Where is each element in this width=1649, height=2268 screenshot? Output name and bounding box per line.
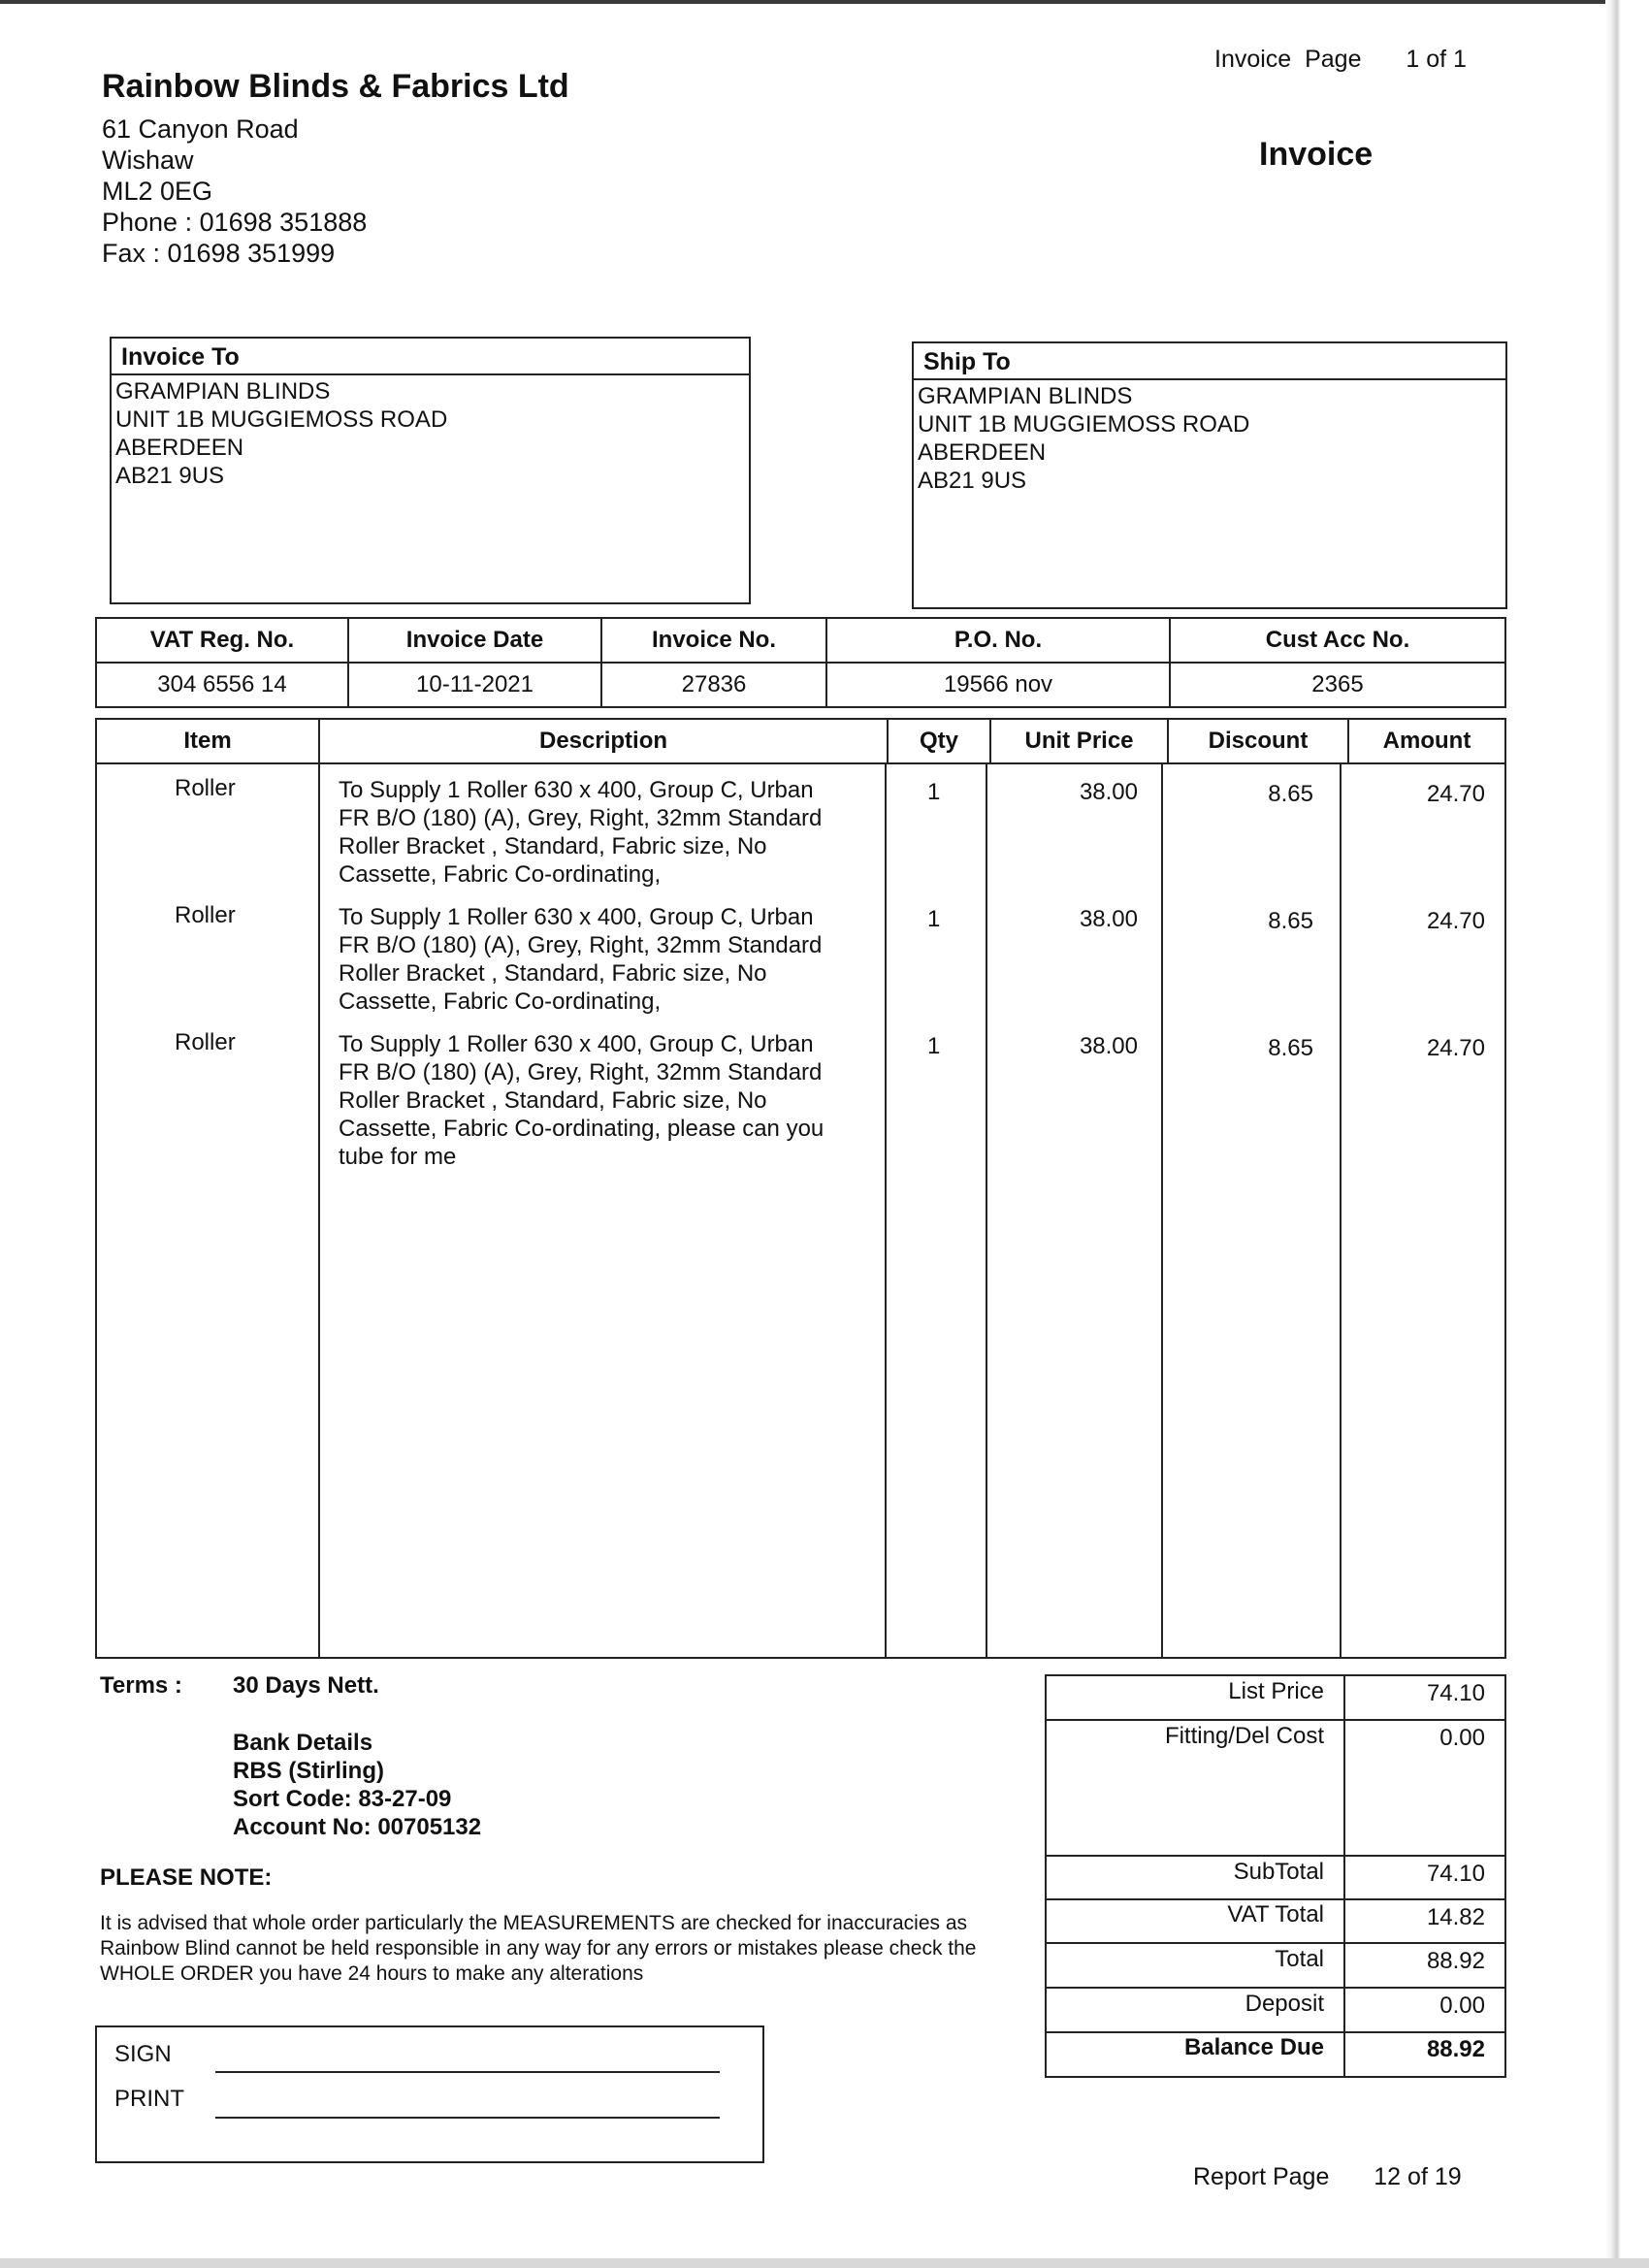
description-line: Roller Bracket , Standard, Fabric size, No xyxy=(339,960,767,987)
item-amount: 24.70 xyxy=(1426,781,1485,807)
address-line: UNIT 1B MUGGIEMOSS ROAD xyxy=(918,411,1250,437)
ship-to-box xyxy=(912,341,1507,609)
report-page-value: 12 of 19 xyxy=(1374,2163,1462,2190)
document-title: Invoice xyxy=(1259,136,1374,173)
company-address-line: ML2 0EG xyxy=(102,177,213,206)
description-line: Cassette, Fabric Co-ordinating, xyxy=(339,861,662,888)
item-name: Roller xyxy=(175,775,236,801)
balance-due-value: 88.92 xyxy=(1426,2036,1485,2062)
balance-due-label: Balance Due xyxy=(1183,2034,1324,2060)
ship-to-label: Ship To xyxy=(914,343,1505,380)
address-line: ABERDEEN xyxy=(918,439,1047,466)
company-address-line: Wishaw xyxy=(102,146,194,175)
address-line: UNIT 1B MUGGIEMOSS ROAD xyxy=(115,406,448,433)
description-column-header: Description xyxy=(319,719,888,763)
item-name: Roller xyxy=(175,1029,236,1055)
discount-column-header: Discount xyxy=(1168,719,1348,763)
signature-box xyxy=(95,2025,764,2163)
qty-column-header: Qty xyxy=(888,719,990,763)
description-line: To Supply 1 Roller 630 x 400, Group C, Urban xyxy=(339,777,814,803)
invoice-no-header: Invoice No. xyxy=(601,618,826,663)
print-line xyxy=(215,2117,720,2119)
company-fax: Fax : 01698 351999 xyxy=(102,239,336,268)
total-label: Total xyxy=(1275,1946,1324,1972)
deposit-value: 0.00 xyxy=(1439,1993,1485,2019)
unit-price-column-header: Unit Price xyxy=(990,719,1168,763)
note-heading: PLEASE NOTE: xyxy=(100,1864,273,1891)
bank-name: RBS (Stirling) xyxy=(233,1758,384,1784)
item-description xyxy=(339,903,882,1016)
description-line: FR B/O (180) (A), Grey, Right, 32mm Standard xyxy=(339,805,823,831)
vat-reg-value: 304 6556 14 xyxy=(96,663,348,707)
description-line: Cassette, Fabric Co-ordinating, xyxy=(339,988,662,1015)
subtotal-label: SubTotal xyxy=(1233,1859,1324,1885)
item-amount: 24.70 xyxy=(1426,1035,1485,1061)
terms-label: Terms : xyxy=(100,1672,182,1699)
sort-code: Sort Code: 83-27-09 xyxy=(233,1786,452,1812)
ship-to-address xyxy=(914,380,1505,495)
description-line: FR B/O (180) (A), Grey, Right, 32mm Standard xyxy=(339,932,823,958)
sign-label: SIGN xyxy=(114,2041,172,2067)
invoice-page-label: Invoice Page xyxy=(1214,46,1362,73)
item-description xyxy=(339,1030,882,1171)
total-value: 88.92 xyxy=(1426,1948,1485,1974)
list-price-value: 74.10 xyxy=(1426,1680,1485,1706)
totals-box xyxy=(1045,1674,1506,2078)
invoice-no-value: 27836 xyxy=(601,663,826,707)
item-qty: 1 xyxy=(927,906,941,932)
items-table-header xyxy=(95,718,1506,764)
cust-acc-header: Cust Acc No. xyxy=(1170,618,1505,663)
po-no-header: P.O. No. xyxy=(826,618,1170,663)
scan-edge-right xyxy=(1605,0,1649,2268)
invoice-page-value: 1 of 1 xyxy=(1406,46,1467,73)
address-line: AB21 9US xyxy=(918,468,1027,494)
address-line: AB21 9US xyxy=(115,463,225,489)
invoice-date-header: Invoice Date xyxy=(348,618,601,663)
deposit-label: Deposit xyxy=(1245,1991,1324,2017)
description-line: Roller Bracket , Standard, Fabric size, No xyxy=(339,1087,767,1114)
item-amount: 24.70 xyxy=(1426,908,1485,934)
vat-total-label: VAT Total xyxy=(1227,1901,1324,1928)
invoice-page-indicator xyxy=(1214,46,1467,74)
description-line: Cassette, Fabric Co-ordinating, please can you xyxy=(339,1116,824,1142)
invoice-to-box xyxy=(110,337,751,604)
item-unit-price: 38.00 xyxy=(1079,906,1138,932)
po-no-value: 19566 nov xyxy=(826,663,1170,707)
item-qty: 1 xyxy=(927,779,941,805)
amount-column-header: Amount xyxy=(1348,719,1505,763)
description-line: FR B/O (180) (A), Grey, Right, 32mm Standard xyxy=(339,1059,823,1085)
report-page-label: Report Page xyxy=(1193,2163,1330,2190)
company-phone: Phone : 01698 351888 xyxy=(102,208,368,237)
address-line: GRAMPIAN BLINDS xyxy=(918,383,1133,409)
scan-edge-top xyxy=(0,0,1649,4)
invoice-to-label: Invoice To xyxy=(112,339,749,375)
bank-details-heading: Bank Details xyxy=(233,1730,373,1756)
item-discount: 8.65 xyxy=(1268,908,1313,934)
address-line: ABERDEEN xyxy=(115,435,244,461)
description-line: Roller Bracket , Standard, Fabric size, No xyxy=(339,833,767,859)
company-address-line: 61 Canyon Road xyxy=(102,114,299,144)
sign-line xyxy=(215,2071,720,2073)
scan-edge-bottom xyxy=(0,2258,1649,2268)
address-line: GRAMPIAN BLINDS xyxy=(115,378,331,405)
item-discount: 8.65 xyxy=(1268,1035,1313,1061)
report-page-indicator xyxy=(1193,2163,1462,2191)
item-column-header: Item xyxy=(96,719,319,763)
terms-value: 30 Days Nett. xyxy=(233,1672,379,1699)
vat-reg-header: VAT Reg. No. xyxy=(96,618,348,663)
note-text: It is advised that whole order particularly the MEASUREMENTS are checked for inaccuracies as Rainbow Blind cannot be held responsible in any way for any errors or mistakes please check the WHOLE ORDER you have 24 hours to make any alterations xyxy=(100,1912,977,1985)
description-line: tube for me xyxy=(339,1144,457,1170)
items-table-body xyxy=(95,762,1506,1659)
item-name: Roller xyxy=(175,902,236,928)
account-number: Account No: 00705132 xyxy=(233,1814,482,1840)
print-label: PRINT xyxy=(114,2086,184,2112)
fitting-cost-label: Fitting/Del Cost xyxy=(1164,1723,1324,1749)
invoice-date-value: 10-11-2021 xyxy=(348,663,601,707)
item-discount: 8.65 xyxy=(1268,781,1313,807)
vat-total-value: 14.82 xyxy=(1426,1904,1485,1930)
description-line: To Supply 1 Roller 630 x 400, Group C, Urban xyxy=(339,904,814,930)
item-unit-price: 38.00 xyxy=(1079,1033,1138,1059)
subtotal-value: 74.10 xyxy=(1426,1861,1485,1887)
company-name: Rainbow Blinds & Fabrics Ltd xyxy=(102,68,569,105)
invoice-reference-table xyxy=(95,617,1506,708)
cust-acc-value: 2365 xyxy=(1170,663,1505,707)
item-unit-price: 38.00 xyxy=(1079,779,1138,805)
fitting-cost-value: 0.00 xyxy=(1439,1725,1485,1751)
invoice-to-address xyxy=(112,375,749,490)
item-qty: 1 xyxy=(927,1033,941,1059)
description-line: To Supply 1 Roller 630 x 400, Group C, Urban xyxy=(339,1031,814,1057)
list-price-label: List Price xyxy=(1228,1678,1324,1704)
item-description xyxy=(339,776,882,889)
